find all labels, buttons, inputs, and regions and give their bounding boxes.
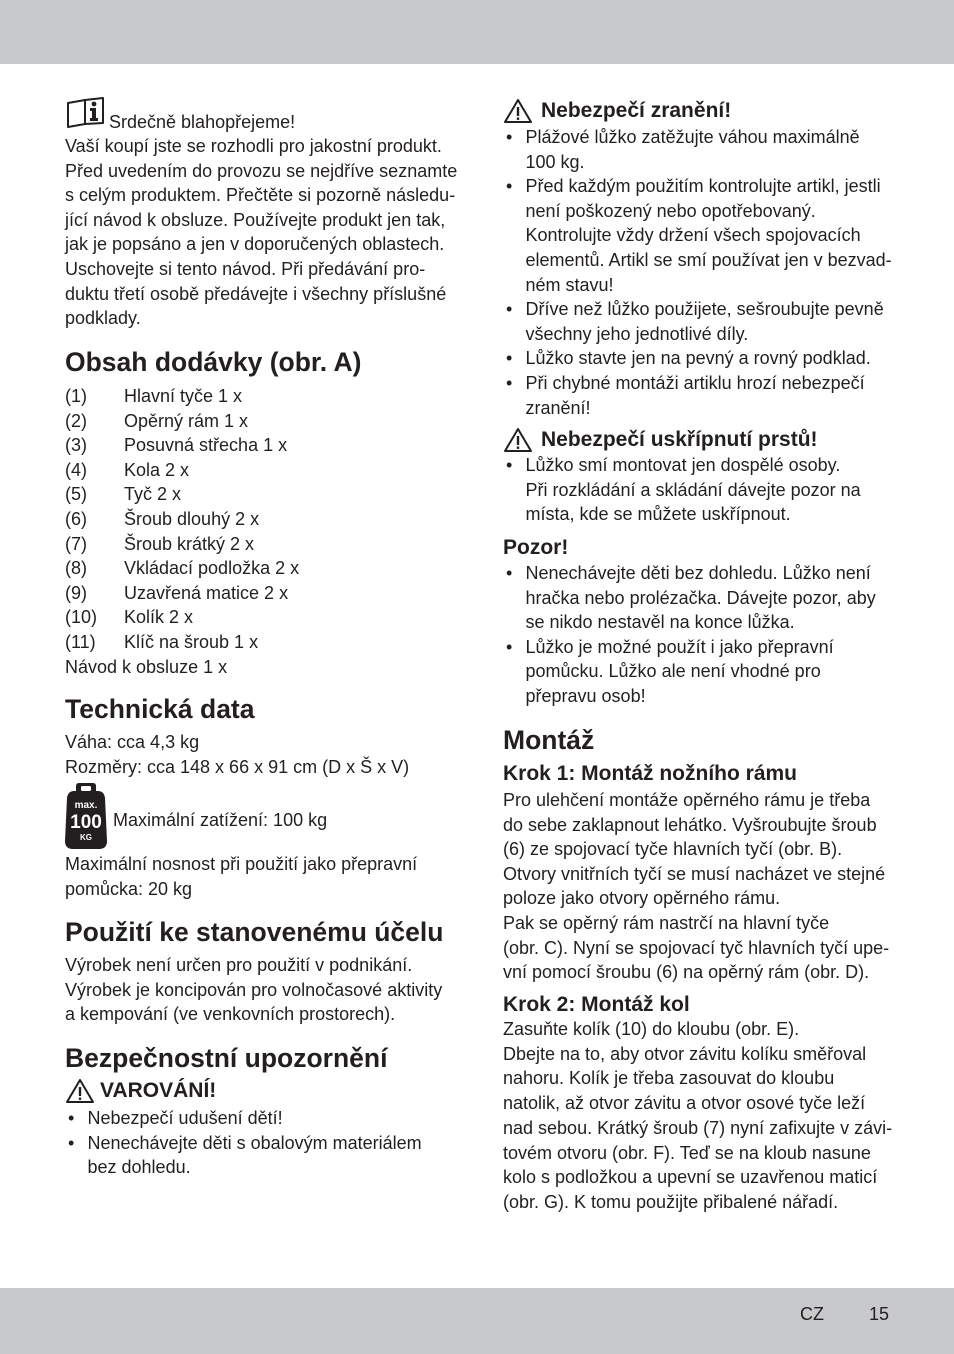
weight-text: Váha: cca 4,3 kg: [65, 732, 200, 752]
list-item: [65, 409, 299, 434]
contents-heading: Obsah dodávky (obr. A): [65, 347, 362, 377]
bullet-item: [65, 1131, 422, 1180]
item-text: Šroub dlouhý 2 x: [124, 508, 260, 529]
bullet-text: Nenechávejte děti s obalovým materiálem bez dohledu.: [87, 1132, 422, 1178]
pinch-warning-label: Nebezpečí uskřípnutí prstů!: [541, 428, 818, 451]
bullet-item: [503, 453, 861, 527]
dimensions-text: Rozměry: cca 148 x 66 x 91 cm (D x Š x V): [65, 756, 410, 777]
item-text: Opěrný rám 1 x: [124, 410, 249, 431]
badge-value: 100: [70, 812, 102, 833]
item-text: Tyč 2 x: [124, 484, 182, 505]
contents-list: [65, 384, 299, 679]
bullet-text: Před každým použitím kontrolujte artikl, jestli není poškozený nebo opotřebovaný. Kontrolujte vždy držení všech spojovacích elementů. Artikl se smí používat jen v bezvad- ném stavu!: [525, 176, 892, 295]
list-item: [65, 384, 299, 409]
injury-warning-label: Nebezpečí zranění!: [541, 99, 732, 122]
bullet-text: Nebezpečí udušení dětí!: [87, 1108, 283, 1128]
bullet-item: [503, 371, 892, 420]
bullet-text: Lůžko stavte jen na pevný a rovný podklad.: [525, 348, 871, 369]
step2-paragraph: Zasuňte kolík (10) do kloubu (obr. E). Dbejte na to, aby otvor závitu kolíku směřoval nahoru. Kolík je třeba zasouvat do kloubu natolik, až otvor závitu a otvor osové tyče leží nad sebou. Krátký šroub (7) nyní zafixujte v závi- tovém otvoru (obr. F). Teď se na kloub nasune kolo s podložkou a upevní se uzavřenou maticí (obr. G). K tomu použijte přibalené nářadí.: [503, 1019, 893, 1212]
header-band: [0, 0, 954, 64]
greeting: Srdečně blahopřejeme!: [109, 112, 296, 132]
item-text: Kola 2 x: [124, 459, 190, 480]
list-item: [65, 556, 299, 581]
manual-item: Návod k obsluze 1 x: [65, 656, 228, 677]
bullet-text: Lůžko smí montovat jen dospělé osoby. Při rozkládání a skládání dávejte pozor na místa, kde se můžete uskřípnout.: [525, 455, 861, 525]
item-text: Šroub krátký 2 x: [124, 533, 255, 554]
item-text: Uzavřená matice 2 x: [124, 582, 289, 603]
caution-label: Pozor!: [503, 536, 569, 559]
list-item: [65, 581, 299, 606]
item-text: Kolík 2 x: [124, 607, 194, 628]
bullet-marker: •: [506, 176, 513, 197]
bullet-text: Nenechávejte děti bez dohledu. Lůžko není hračka nebo prolézačka. Dávejte pozor, aby se nikdo nestavěl na konce lůžka.: [525, 563, 876, 633]
bullet-marker: •: [506, 299, 513, 320]
item-text: Hlavní tyče 1 x: [124, 386, 243, 406]
bullet-marker: •: [506, 455, 513, 475]
bullet-item: [503, 635, 876, 709]
bullet-text: Při chybné montáži artiklu hrozí nebezpečí zranění!: [525, 372, 865, 418]
item-text: Klíč na šroub 1 x: [124, 631, 259, 652]
bullet-marker: •: [506, 563, 513, 583]
bullet-item: [503, 346, 892, 371]
item-number: (6): [65, 508, 87, 529]
bullet-marker: •: [506, 127, 513, 147]
step1-title: Krok 1: Montáž nožního rámu: [503, 762, 797, 785]
max-load-text: Maximální zatížení: 100 kg: [113, 810, 328, 830]
language-code: CZ: [800, 1304, 824, 1324]
bullet-item: [503, 297, 892, 346]
warning-triangle-icon: [503, 98, 533, 124]
injury-bullet-list: [503, 125, 892, 420]
intended-use-paragraph: Výrobek není určen pro použití v podnikání. Výrobek je koncipován pro volnočasové aktivity a kempování (ve venkovních prostorech).: [65, 955, 443, 1025]
list-item: [65, 605, 299, 630]
warning-bullet-list: [65, 1106, 422, 1180]
info-manual-icon: [65, 97, 107, 129]
warning-triangle-icon: [65, 1078, 95, 1104]
bullet-item: [503, 174, 892, 297]
item-text: Posuvná střecha 1 x: [124, 435, 288, 456]
bullet-marker: •: [506, 372, 513, 393]
badge-unit: KG: [80, 833, 92, 842]
item-number: (5): [65, 484, 87, 505]
bullet-marker: •: [506, 348, 513, 369]
intro-paragraph: Vaší koupí jste se rozhodli pro jakostní produkt. Před uvedením do provozu se nejdříve seznamte s celým produktem. Přečtěte si pozorně následu- jící návod k obsluze. Používejte produkt jen tak, jak je popsáno a jen v doporučených oblastech. Uschovejte si tento návod. Při předávání pro- duktu třetí osobě předávejte i všechny příslušné podklady.: [65, 136, 458, 329]
bullet-item: [65, 1106, 422, 1131]
item-number: (7): [65, 533, 87, 554]
item-number: (8): [65, 558, 87, 579]
page-number: 15: [869, 1304, 890, 1324]
item-number: (2): [65, 410, 87, 431]
bullet-item: [503, 125, 892, 174]
assembly-heading: Montáž: [503, 725, 595, 755]
item-text: Vkládací podložka 2 x: [124, 558, 300, 579]
bullet-marker: •: [506, 636, 513, 657]
item-number: (10): [65, 607, 98, 628]
badge-max-label: max.: [74, 800, 98, 811]
bullet-marker: •: [68, 1108, 75, 1128]
list-item: [65, 482, 299, 507]
intended-use-heading: Použití ke stanovenému účelu: [65, 917, 444, 947]
item-number: (9): [65, 582, 87, 603]
bullet-marker: •: [68, 1132, 75, 1153]
warning-triangle-icon: [503, 427, 533, 453]
bullet-text: Lůžko je možné použít i jako přepravní pomůcku. Lůžko ale není vhodné pro přepravu osob!: [525, 636, 834, 706]
bullet-text: Plážové lůžko zatěžujte váhou maximálně 100 kg.: [525, 127, 860, 172]
bullet-item: [503, 561, 876, 635]
step2-title: Krok 2: Montáž kol: [503, 993, 690, 1016]
item-number: (4): [65, 459, 87, 480]
list-item: [65, 630, 299, 655]
technical-heading: Technická data: [65, 694, 255, 724]
item-number: (11): [65, 631, 96, 652]
list-item: [65, 433, 299, 458]
safety-heading: Bezpečnostní upozornění: [65, 1043, 388, 1073]
list-item: [65, 458, 299, 483]
item-number: (1): [65, 386, 87, 406]
list-item: [65, 532, 299, 557]
max-load-weight-icon: [65, 783, 107, 849]
warning-label: VAROVÁNÍ!: [100, 1079, 217, 1102]
step1-paragraph: Pro ulehčení montáže opěrného rámu je třeba do sebe zaklapnout lehátko. Vyšroubujte šroub (6) ze spojovací tyče hlavních tyčí (obr. B). Otvory vnitřních tyčí se musí nacházet ve stejné poloze jako otvory opěrného rámu. Pak se opěrný rám nastrčí na hlavní tyče (obr. C). Nyní se spojovací tyč hlavních tyčí upe- vní pomocí šroubu (6) na opěrný rám (obr. D).: [503, 790, 890, 983]
list-item: [65, 507, 299, 532]
caution-bullet-list: [503, 561, 876, 709]
pinch-bullet-list: [503, 453, 861, 527]
item-number: (3): [65, 435, 87, 456]
bullet-text: Dříve než lůžko použijete, sešroubujte pevně všechny jeho jednotlivé díly.: [525, 299, 884, 344]
transport-load-text: Maximální nosnost při použití jako přepravní pomůcka: 20 kg: [65, 854, 418, 899]
